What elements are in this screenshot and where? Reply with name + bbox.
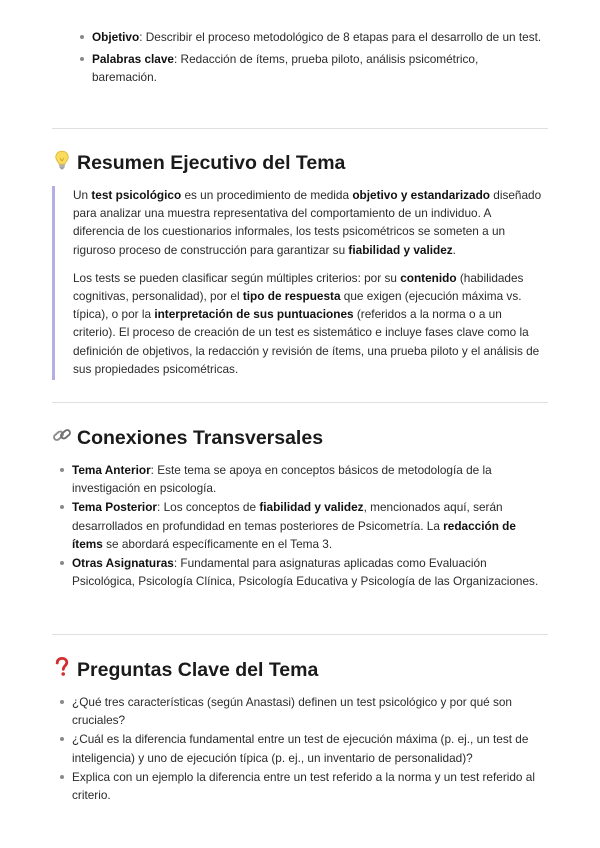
- link-icon: [52, 426, 72, 450]
- summary-blockquote: [52, 186, 548, 380]
- list-item: Tema Posterior: Los conceptos de fiabilidad y validez, mencionados aquí, serán desarrollados en profundidad en temas posteriores de Psicometría. La redacción de ítems se abordará específicamente en el Tema 3.: [72, 498, 542, 553]
- list-item: ¿Qué tres características (según Anastasi) definen un test psicológico y por qué son cruciales?: [72, 693, 548, 729]
- list-item: Otras Asignaturas: Fundamental para asignaturas aplicadas como Evaluación Psicológica, Psicología Clínica, Psicología Educativa y Psicología de las Organizaciones.: [72, 554, 542, 590]
- section-title-text: Preguntas Clave del Tema: [77, 659, 319, 681]
- item-label: Tema Anterior: [72, 463, 151, 477]
- list-item: Tema Anterior: Este tema se apoya en conceptos básicos de metodología de la investigación en psicología.: [72, 461, 542, 497]
- questions-list: [72, 693, 548, 805]
- item-label: Tema Posterior: [72, 500, 158, 515]
- item-label: Otras Asignaturas: [72, 556, 174, 571]
- summary-paragraph-1: Un test psicológico es un procedimiento de medida objetivo y estandarizado diseñado para analizar una muestra representativa del comportamiento de un individuo. A diferencia de los cuestionarios informales, los tests psicométricos se someten a un riguroso proceso de construcción para garantizar su fiabilidad y validez.: [73, 188, 542, 257]
- objetivo-text: : Describir el proceso metodológico de 8 etapas para el desarrollo de un test.: [139, 30, 542, 44]
- lightbulb-icon: [52, 150, 72, 176]
- metadata-list: [92, 28, 542, 91]
- list-item: [92, 50, 542, 86]
- section-title-conexiones: [52, 426, 323, 450]
- divider: [52, 128, 548, 129]
- section-title-resumen: [52, 150, 345, 176]
- section-title-text: Conexiones Transversales: [77, 427, 324, 449]
- section-title-preguntas: [52, 657, 318, 683]
- divider: [52, 634, 548, 635]
- objetivo-label: Objetivo: [92, 30, 140, 44]
- list-item: [92, 28, 542, 46]
- summary-paragraph-2: Los tests se pueden clasificar según múltiples criterios: por su contenido (habilidades cognitivas, personalidad), por el tipo de respuesta que exigen (ejecución máxima vs. típica), o por la interpretación de sus puntuaciones (referidos a la norma o a un criterio). El proceso de creación de un test es sistemático e incluye fases clave como la definición de objetivos, la redacción y revisión de ítems, una prueba piloto y el análisis de sus propiedades psicométricas.: [73, 270, 540, 376]
- palabras-clave-label: Palabras clave: [92, 52, 174, 67]
- list-item: Explica con un ejemplo la diferencia entre un test referido a la norma y un test referido al criterio.: [72, 768, 548, 804]
- list-item: ¿Cuál es la diferencia fundamental entre un test de ejecución máxima (p. ej., un test de inteligencia) y uno de ejecución típica (p. ej., un inventario de personalidad)?: [72, 730, 548, 766]
- section-title-text: Resumen Ejecutivo del Tema: [77, 152, 346, 174]
- question-mark-icon: [52, 657, 72, 683]
- palabras-clave-text: : Redacción de ítems, prueba piloto, análisis psicométrico, baremación.: [92, 52, 479, 85]
- connections-list: [72, 461, 542, 591]
- divider: [52, 402, 548, 403]
